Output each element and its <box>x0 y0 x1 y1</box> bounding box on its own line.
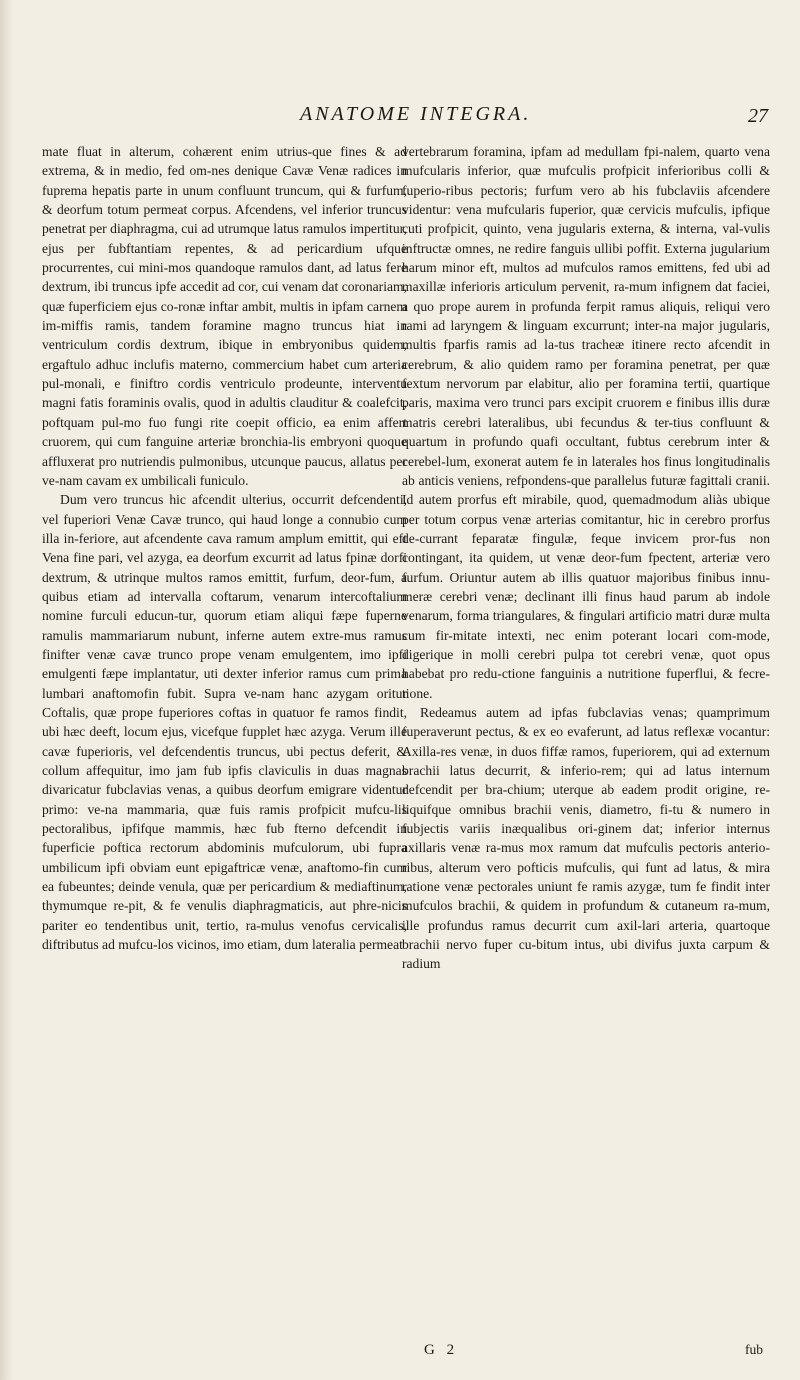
running-head <box>0 103 800 133</box>
paragraph: vertebrarum foramina, ipfam ad medullam fpi-nalem, quarto vena mufcularis inferior, quæ mufculis profpicit inferioribus colli & fuperio-ribus pectoris; furfum vero ab his fubclaviis afcendere videntur: vena mufcularis fuperior, quæ cervicis mufculis, ipfique cuti profpicit, quinto, vena jugularis externa, & interna, val-vulis inftructæ omnes, ne redire fanguis ullibi poffit. Externa jugularium harum minor eft, multos ad mufculos ramos emittens, fed ubi ad maxillæ inferioris articulum pervenit, ra-mum infignem dat faciei, a quo prope aurem in profunda ferpit ramus aliquis, reliqui vero rami ad laryngem & linguam excurrunt; inter-na major jugularis, multis fparfis ramis ad la-tus tracheæ itinere recto afcendit in cerebrum, & alio quidem ramo per foramina penetrat, per quæ fextum nervorum par elabitur, alio per foramina tertii, quartique paris, maxima vero trunci pars excipit cruorem e finibus illis duræ matris cerebri lateralibus, ubi fecundus & ter-tius confluunt & quartum in profundo quafi occultant, fubtus cerebrum inter & cerebel-lum, exonerat autem fe in laterales hos finus longitudinalis ab anticis veniens, refpondens-que parallelus futuræ fagittali cranii. Id autem prorfus eft mirabile, quod, quemadmodum aliàs ubique per totum corpus venæ arterias comitantur, hic in cerebro prorfus de-currant feparatæ fingulæ, feque invicem pror-fus non contingant, ita quidem, ut venæ deor-fum fpectent, arteriæ vero furfum. Oriuntur autem ab illis quatuor majoribus finibus innu-meræ cerebri venæ; declinant illi finus haud parum ab indole venarum, forma triangulares, & fingulari artificio matri duræ multa cum fir-mitate intexti, nec enim poterant locari com-mode, digerique in molli cerebri pulpa tot cerebri venæ, quot opus habebat pro redu-ctione fanguinis a nutritione fuperflui, & fecre-tione. <box>402 144 770 701</box>
left-column <box>42 142 407 954</box>
page-number: 27 <box>748 105 768 127</box>
signature-mark: G 2 <box>424 1342 459 1358</box>
paragraph: Redeamus autem ad ipfas fubclavias venas; quamprimum fuperaverunt pectus, & ex eo evaferunt, ad latus reflexæ vocantur: Axilla-res venæ, in duos fiffæ ramos, fuperiorem, qui ad externum brachii latus decurrit, & inferio-rem; qui ad latus internum defcendit per bra-chium; uterque ab eadem prodit origine, re-liquifque omnibus brachii venis, diametro, fi-tu & numero in fubjectis variis inæqualibus ori-ginem dat; inferior internus axillaris venæ ra-mus mox ramum dat mufculis pectoris anterio-ribus, alterum vero pofticis mufculis, qui funt ad latus, & mira ratione venæ pectorales uniunt fe ramis azygæ, tum fe findit inter mufculos brachii, & quidem in profundum & cutaneum ra-mum, ille profundus ramus decurrit cum axil-lari arteria, quartoque brachii nervo fuper cu-bitum intus, ubi divifus juxta carpum & radium <box>402 704 770 972</box>
catchword: fub <box>745 1342 763 1357</box>
page-fold-shadow <box>0 0 14 1380</box>
paragraph: mate fluat in alterum, cohærent enim utrius-que fines & ad extrema, & in medio, fed om-nes denique Cavæ Venæ radices in fuprema hepatis parte in unum confluunt truncum, qui & furfum, & deorfum totum permeat corpus. Afcendens, vel inferior truncus penetrat per diaphragma, cui ad utrumque latus ramulos impertitur, ejus per fubftantiam repentes, & ad pericardium ufque procurrentes, cui mini-mos quandoque ramulos dant, ad latus fere dextrum, ibi truncus ipfe accedit ad cor, cui venam dat coronariam, quæ fuperficiem ejus co-ronæ inftar ambit, multis in ipfam carnem im-miffis ramis, tandem foramine magno truncus hiat in ventriculum cordis dextrum, ibique in embryonibus quidem, ergaftulo adhuc inclufis materno, commercium habet cum arteria pul-monali, e finiftro cordis ventriculo prodeunte, interventu magni fatis foraminis ovalis, quod in adultis clauditur & coalefcit, poftquam pul-mo fuo fungi rite coepit officio, ea enim affert cruorem, qui cum fanguine arteriæ bronchia-lis embryoni quoque affluxerat pro nutriendis pulmonibus, utcunque paucus, allatus per ve-nam cavam ex umbilicali funiculo. <box>42 144 407 488</box>
running-title: ANATOME INTEGRA. <box>300 103 532 125</box>
paragraph: Dum vero truncus hic afcendit ulterius, occurrit defcendenti, vel fuperiori Venæ Cavæ trunco, qui haud longe a connubio cum illa in-feriore, aut afcendente cava ramum amplum emittit, qui eft Vena fine pari, vel azyga, ea deorfum excurrit ad latus fpinæ dorfi dextrum, & utrinque multos ramos emittit, furfum, deor-fum, a quibus etiam ad intervalla coftarum, venarum intercoftalium nomine furculi educun-tur, quorum etiam aliqui fæpe fuperne ramulis mammariarum nubunt, inferne autem extre-mus ramus finifter venæ cavæ trunco prope venam emulgentem, imo ipfi emulgenti fæpe implantatur, uti dexter inferior ramus cum prima lumbari anaftomofin fubit. Supra ve-nam hanc azygam oritur Coftalis, quæ prope fuperiores coftas in quatuor fe ramos findit, ubi hæc deeft, locum ejus, vicefque fupplet hæc azyga. Verum ille cavæ fuperioris, vel defcendentis truncus, ubi pectus deferit, & collum affequitur, imo jam fub ipfis claviculis in duas magnas divaricatur fubclavias venas, a quibus deorfum emigrare videntur primo: ve-na mammaria, quæ fuis ramis profpicit mufcu-lis pectoralibus, ipfifque mammis, hæc fub fterno defcendit in fuperficie poftica rectorum abdominis mufculorum, ubi fupra umbilicum ipfi obviam eunt epigaftricæ venæ, anaftomo-fin cum ea fubeuntes; deinde venula, quæ per pericardium & mediaftinum, thymumque re-pit, & fe venulis diaphragmaticis, aut phre-nicis pariter eo tendentibus unit, tertio, ra-mulus venofus cervicalis, diftributus ad mufcu-los vicinos, imo etiam, dum lateralia permeat <box>42 492 407 953</box>
right-column <box>402 142 770 974</box>
